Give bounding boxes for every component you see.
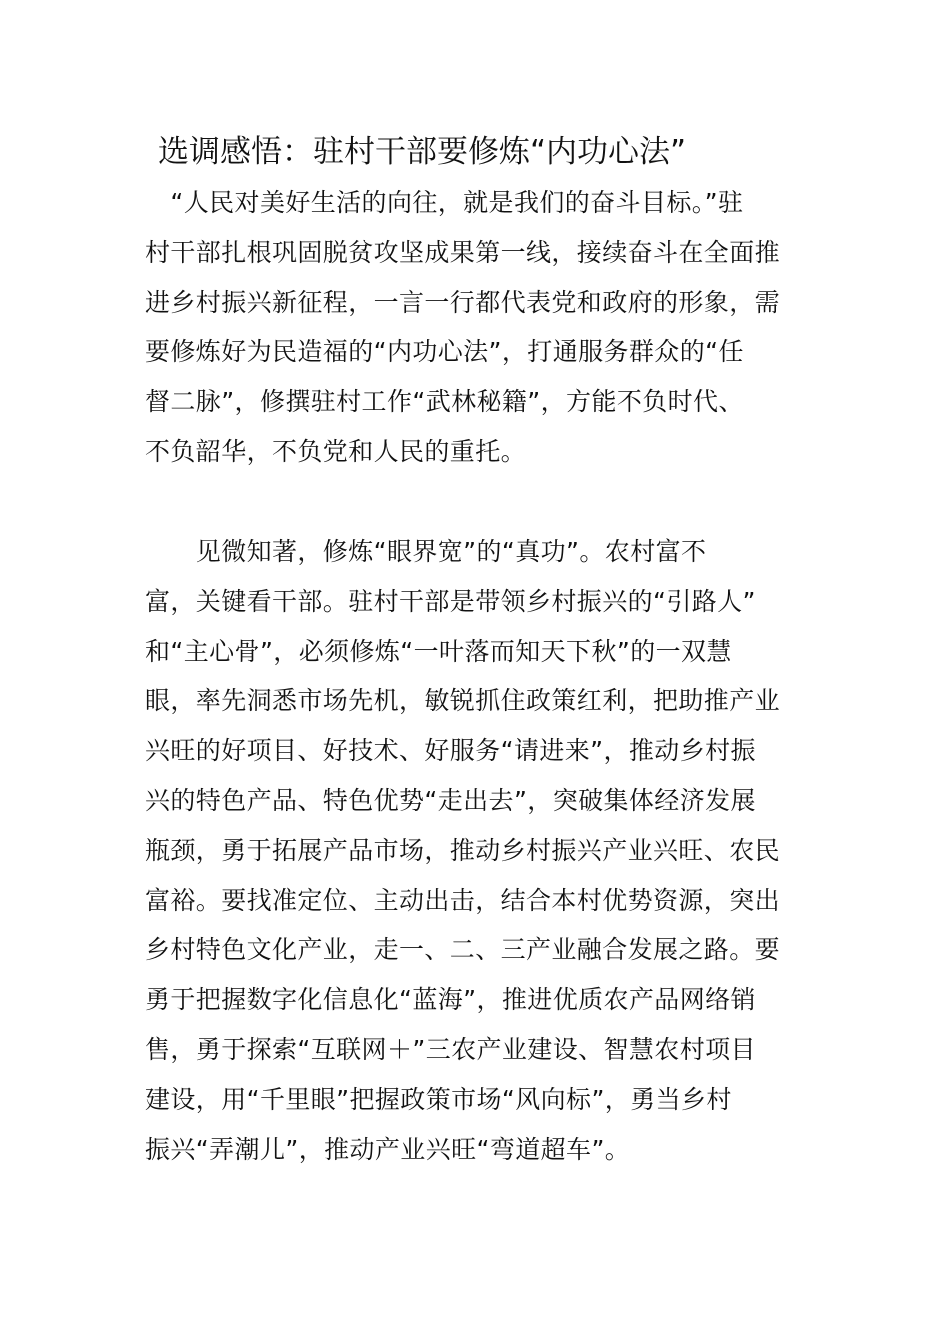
text-line: “人民对美好生活的向往，就是我们的奋斗目标。”驻 xyxy=(145,188,744,217)
text-line: 督二脉”，修撰驻村工作“武林秘籍”，方能不负时代、 xyxy=(145,387,744,417)
text-line: 见微知著，修炼“眼界宽”的“真功”。农村富不 xyxy=(145,537,707,566)
text-line: 兴的特色产品、特色优势“走出去”，突破集体经济发展 xyxy=(145,785,756,815)
text-line: 要修炼好为民造福的“内功心法”，打通服务群众的“任 xyxy=(145,337,744,367)
text-line: 振兴“弄潮儿”，推动产业兴旺“弯道超车”。 xyxy=(145,1134,631,1164)
text-line: 进乡村振兴新征程，一言一行都代表党和政府的形象，需 xyxy=(145,287,781,317)
text-line: 售，勇于探索“互联网＋”三农产业建设、智慧农村项目 xyxy=(145,1034,756,1064)
text-line: 瓶颈，勇于拓展产品市场，推动乡村振兴产业兴旺、农民 xyxy=(145,835,781,865)
text-line: 兴旺的好项目、好技术、好服务“请进来”，推动乡村振 xyxy=(145,736,756,766)
text-line: 富，关键看干部。驻村干部是带领乡村振兴的“引路人” xyxy=(145,586,756,616)
text-line: 乡村特色文化产业，走一、二、三产业融合发展之路。要 xyxy=(145,935,781,965)
text-line: 村干部扎根巩固脱贫攻坚成果第一线，接续奋斗在全面推 xyxy=(145,237,781,267)
text-line: 和“主心骨”，必须修炼“一叶落而知天下秋”的一双慧 xyxy=(145,636,732,666)
text-line: 富裕。要找准定位、主动出击，结合本村优势资源，突出 xyxy=(145,885,781,915)
paragraph-intro xyxy=(145,178,807,477)
text-line: 不负韶华，不负党和人民的重托。 xyxy=(145,436,527,466)
paragraph-vision xyxy=(145,527,807,1174)
text-line: 建设，用“千里眼”把握政策市场“风向标”，勇当乡村 xyxy=(145,1084,732,1114)
document-title: 选调感悟：驻村干部要修炼“内功心法” xyxy=(158,134,687,170)
text-line: 勇于把握数字化信息化“蓝海”，推进优质农产品网络销 xyxy=(145,985,756,1015)
text-line: 眼，率先洞悉市场先机，敏锐抓住政策红利，把助推产业 xyxy=(145,686,781,716)
